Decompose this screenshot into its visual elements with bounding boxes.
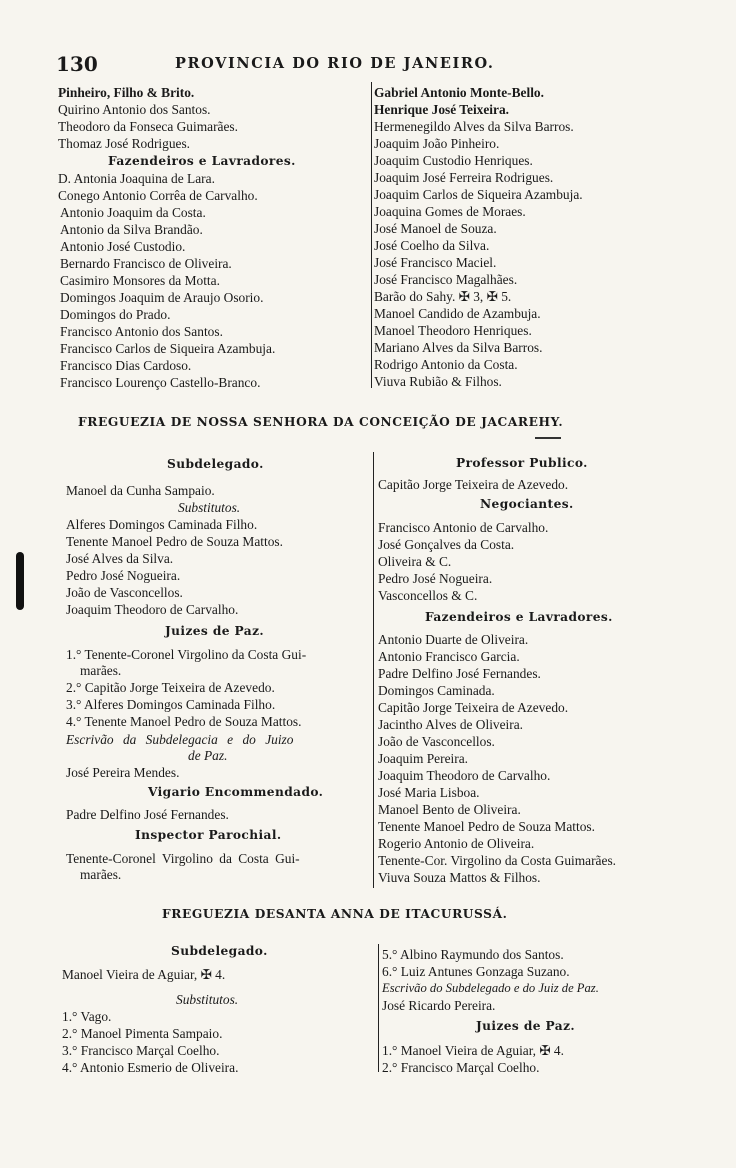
list-item: Capitão Jorge Teixeira de Azevedo. — [378, 477, 569, 492]
list-item: Antonio Duarte de Oliveira. — [378, 632, 529, 647]
column-rule-1 — [371, 82, 372, 388]
list-item: Rogerio Antonio de Oliveira. — [378, 836, 535, 851]
running-title: PROVINCIA DO RIO DE JANEIRO. — [175, 55, 495, 72]
list-item: 6.° Luiz Antunes Gonzaga Suzano. — [382, 964, 570, 979]
list-item: Joaquim Custodio Henriques. — [374, 153, 533, 168]
list-item: 2.° Capitão Jorge Teixeira de Azevedo. — [66, 680, 275, 695]
list-item: Theodoro da Fonseca Guimarães. — [58, 119, 238, 134]
list-item: Joaquim Theodoro de Carvalho. — [378, 768, 551, 783]
list-item: 2.° Manoel Pimenta Sampaio. — [62, 1026, 223, 1041]
list-item: Manoel Candido de Azambuja. — [374, 306, 541, 321]
list-item: marães. — [80, 663, 122, 678]
list-item: Viuva Souza Mattos & Filhos. — [378, 870, 541, 885]
list-item: Manoel Vieira de Aguiar, ✠ 4. — [62, 967, 226, 982]
list-item: José Francisco Magalhães. — [374, 272, 518, 287]
vigario-heading: Vigario Encommendado. — [148, 785, 324, 799]
list-item: Henrique José Teixeira. — [374, 102, 510, 117]
list-item: João de Vasconcellos. — [66, 585, 183, 600]
list-item: Francisco Antonio dos Santos. — [60, 324, 223, 339]
list-item: Hermenegildo Alves da Silva Barros. — [374, 119, 574, 134]
list-item: Conego Antonio Corrêa de Carvalho. — [58, 188, 258, 203]
substitutos-heading: Substitutos. — [178, 500, 241, 515]
list-item: João de Vasconcellos. — [378, 734, 495, 749]
list-item: José Coelho da Silva. — [374, 238, 490, 253]
list-item: José Gonçalves da Costa. — [378, 537, 515, 552]
column-rule-2 — [373, 452, 374, 888]
list-item: marães. — [80, 867, 122, 882]
list-item: Joaquim José Ferreira Rodrigues. — [374, 170, 554, 185]
list-item: Quirino Antonio dos Santos. — [58, 102, 211, 117]
negociantes-heading: Negociantes. — [480, 497, 574, 511]
list-item: Rodrigo Antonio da Costa. — [374, 357, 518, 372]
list-item: Tenente-Cor. Virgolino da Costa Guimarães. — [378, 853, 617, 868]
scan-mark — [16, 552, 24, 610]
list-item: 2.° Francisco Marçal Coelho. — [382, 1060, 540, 1075]
tilde-mark — [535, 437, 561, 439]
list-item: Alferes Domingos Caminada Filho. — [66, 517, 258, 532]
list-item: Francisco Dias Cardoso. — [60, 358, 192, 373]
list-item: Joaquim Theodoro de Carvalho. — [66, 602, 239, 617]
list-item: Manoel da Cunha Sampaio. — [66, 483, 215, 498]
list-item: Jacintho Alves de Oliveira. — [378, 717, 524, 732]
list-item: 1.° Manoel Vieira de Aguiar, ✠ 4. — [382, 1043, 564, 1058]
list-item: Mariano Alves da Silva Barros. — [374, 340, 543, 355]
column-rule-3 — [378, 944, 379, 1072]
list-item: 3.° Francisco Marçal Coelho. — [62, 1043, 220, 1058]
list-item: 5.° Albino Raymundo dos Santos. — [382, 947, 564, 962]
list-item: 3.° Alferes Domingos Caminada Filho. — [66, 697, 276, 712]
list-item: Domingos do Prado. — [60, 307, 171, 322]
list-item: José Alves da Silva. — [66, 551, 174, 566]
list-item: Barão do Sahy. ✠ 3, ✠ 5. — [374, 289, 512, 304]
list-item: Pedro José Nogueira. — [378, 571, 493, 586]
list-item: Antonio José Custodio. — [60, 239, 186, 254]
list-item: Casimiro Monsores da Motta. — [60, 273, 220, 288]
list-item: Manoel Bento de Oliveira. — [378, 802, 521, 817]
escrivao-heading: Escrivão da Subdelegacia e do Juizo — [66, 732, 294, 747]
list-item: Capitão Jorge Teixeira de Azevedo. — [378, 700, 569, 715]
list-item: Padre Delfino José Fernandes. — [66, 807, 229, 822]
list-item: 4.° Antonio Esmerio de Oliveira. — [62, 1060, 239, 1075]
escrivao-heading: Escrivão do Subdelegado e do Juiz de Paz. — [382, 981, 599, 995]
list-item: Antonio Francisco Garcia. — [378, 649, 520, 664]
list-item: 1.° Vago. — [62, 1009, 112, 1024]
professor-heading: Professor Publico. — [456, 456, 588, 470]
section-title-jacarehy: FREGUEZIA DE NOSSA SENHORA DA CONCEIÇÃO DE JACAREHY. — [78, 415, 564, 429]
list-item: Domingos Joaquim de Araujo Osorio. — [60, 290, 264, 305]
list-item: Padre Delfino José Fernandes. — [378, 666, 541, 681]
list-item: Francisco Carlos de Siqueira Azambuja. — [60, 341, 276, 356]
list-item: José Manoel de Souza. — [374, 221, 497, 236]
list-item: Joaquim Carlos de Siqueira Azambuja. — [374, 187, 583, 202]
list-item: José Maria Lisboa. — [378, 785, 480, 800]
subdelegado-heading: Subdelegado. — [171, 944, 268, 958]
list-item: Tenente Manoel Pedro de Souza Mattos. — [378, 819, 595, 834]
substitutos-heading: Substitutos. — [176, 992, 239, 1007]
list-item: D. Antonia Joaquina de Lara. — [58, 171, 215, 186]
list-item: Pedro José Nogueira. — [66, 568, 181, 583]
escrivao-heading-cont: de Paz. — [188, 748, 228, 763]
list-item: Francisco Lourenço Castello-Branco. — [60, 375, 261, 390]
list-item: Gabriel Antonio Monte-Bello. — [374, 85, 544, 100]
list-item: Oliveira & C. — [378, 554, 452, 569]
list-item: 4.° Tenente Manoel Pedro de Souza Mattos. — [66, 714, 302, 729]
list-item: Joaquim Pereira. — [378, 751, 468, 766]
juizes-heading: Juizes de Paz. — [165, 624, 265, 638]
section-subheading: Fazendeiros e Lavradores. — [108, 154, 296, 168]
section-title-itacurussa: FREGUEZIA DESANTA ANNA DE ITACURUSSÁ. — [162, 907, 508, 921]
list-item: Domingos Caminada. — [378, 683, 495, 698]
list-item: Thomaz José Rodrigues. — [58, 136, 191, 151]
list-item: Tenente-Coronel Virgolino da Costa Gui- — [66, 851, 300, 866]
list-item: Joaquim João Pinheiro. — [374, 136, 500, 151]
list-item: José Francisco Maciel. — [374, 255, 497, 270]
juizes-heading: Juizes de Paz. — [476, 1019, 576, 1033]
list-item: José Pereira Mendes. — [66, 765, 180, 780]
list-item: Vasconcellos & C. — [378, 588, 478, 603]
list-item: Francisco Antonio de Carvalho. — [378, 520, 549, 535]
page-number: 130 — [56, 52, 98, 76]
list-item: Antonio Joaquim da Costa. — [60, 205, 206, 220]
subdelegado-heading: Subdelegado. — [167, 457, 264, 471]
list-item: Pinheiro, Filho & Brito. — [58, 85, 195, 100]
list-item: José Ricardo Pereira. — [382, 998, 496, 1013]
fazendeiros-heading: Fazendeiros e Lavradores. — [425, 610, 613, 624]
list-item: 1.° Tenente-Coronel Virgolino da Costa Gui- — [66, 647, 307, 662]
list-item: Antonio da Silva Brandão. — [60, 222, 203, 237]
list-item: Tenente Manoel Pedro de Souza Mattos. — [66, 534, 283, 549]
list-item: Viuva Rubião & Filhos. — [374, 374, 502, 389]
list-item: Manoel Theodoro Henriques. — [374, 323, 532, 338]
inspector-heading: Inspector Parochial. — [135, 828, 282, 842]
list-item: Joaquina Gomes de Moraes. — [374, 204, 526, 219]
list-item: Bernardo Francisco de Oliveira. — [60, 256, 232, 271]
